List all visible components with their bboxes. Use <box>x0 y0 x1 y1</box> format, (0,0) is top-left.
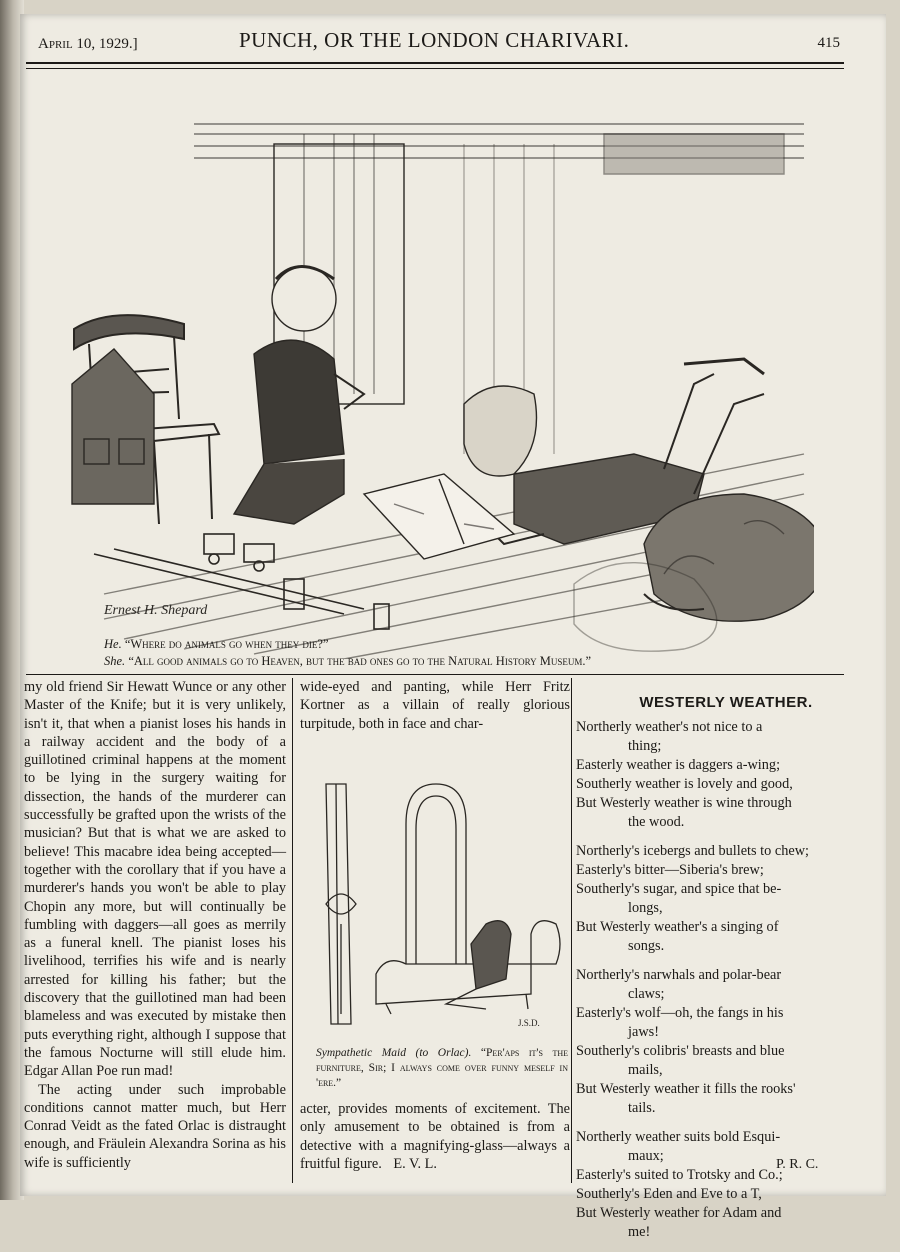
poem-line: But Westerly weather for Adam and <box>576 1205 782 1221</box>
orlac-caption-speaker: Sympathetic Maid (to Orlac). <box>316 1047 472 1059</box>
curtain <box>326 784 351 1024</box>
poem-stanza <box>576 718 846 832</box>
page-number: 415 <box>817 35 840 51</box>
seated-man <box>471 921 511 989</box>
poem-line: Easterly weather is daggers a-wing; <box>576 757 781 773</box>
sleeping-dog <box>644 494 814 621</box>
poem-line: Southerly's Eden and Eve to a T, <box>576 1186 762 1202</box>
boy-figure <box>234 267 364 525</box>
poem-stanza <box>576 966 846 1118</box>
orlac-cartoon <box>306 764 566 1046</box>
children-cartoon <box>44 74 814 659</box>
sofa <box>376 921 560 1004</box>
poem-line: jaws! <box>628 1024 659 1040</box>
poem-line: Southerly weather is lovely and good, <box>576 776 793 792</box>
poem-line: But Westerly weather's a singing of <box>576 919 779 935</box>
review-column-2-bottom <box>300 1100 570 1173</box>
header-rule <box>26 62 844 64</box>
caption-speaker-he: He. <box>104 637 122 651</box>
poem-stanza <box>576 1128 846 1242</box>
caption-he-line: “Where do animals go when they die?” <box>124 637 329 651</box>
poem-line: tails. <box>628 1100 656 1116</box>
poem-line: Easterly's wolf—oh, the fangs in his <box>576 1005 784 1021</box>
poem-line: the wood. <box>628 814 685 830</box>
poem-title: WESTERLY WEATHER. <box>639 694 813 711</box>
caption-speaker-she: She. <box>104 654 126 668</box>
page-header <box>34 22 840 62</box>
poem-line: thing; <box>628 738 662 754</box>
arched-mirror <box>406 784 466 964</box>
review-paragraph: acter, provides moments of excitement. The only amusement to be obtained is from a detective with a magnifying-glass—always a fruitful figure. <box>300 1101 570 1172</box>
column-rule-1 <box>292 678 293 1183</box>
poem-line: But Westerly weather it fills the rooks' <box>576 1081 796 1097</box>
main-caption <box>104 636 864 670</box>
review-paragraph: wide-eyed and panting, while Herr Fritz Kortner as a villain of really glorious turpitude, both in face and char- <box>300 679 570 732</box>
orlac-caption <box>316 1046 568 1091</box>
poem-line: Easterly's suited to Trotsky and Co.; <box>576 1167 783 1183</box>
poem-line: me! <box>628 1224 651 1240</box>
masthead-title: PUNCH, OR THE LONDON CHARIVARI. <box>239 28 630 52</box>
review-paragraph: The acting under such improbable conditions cannot matter much, but Herr Conrad Veidt as the fated Orlac is distraught enough, and Fräulein Alexandra Sorina as his wife is sufficiently <box>24 1081 286 1171</box>
poem-line: Southerly's sugar, and spice that be- <box>576 881 782 897</box>
poem-line: longs, <box>628 900 663 916</box>
issue-date: April 10, 1929.] <box>38 36 138 52</box>
poem-line: songs. <box>628 938 665 954</box>
picture-book <box>364 474 514 559</box>
poem-signature: P. R. C. <box>776 1157 819 1172</box>
review-paragraph: my old friend Sir Hewatt Wunce or any other Master of the Knife; but it is very unlikely, isn't it, that when a pianist loses his hands in a railway accident and the body of a guillotined criminal happens at the moment to be lying in the surgery waiting for dissection, the hands of the murderer can successfully be grafted upon the wrists of the musician? But that is what we are asked to believe! This macabre idea being accepted—together with the corollary that if you have a murderer's hands you won't be able to play Chopin any more, but will continually be fumbling with daggers—all goes as merrily as a funeral knell. The pianist loses his livelihood, terrifies his wife and is nearly arrested for killing his father; but the discovery that the guillotined man had been blameless and was executed by mistake then puts everything right, although I suppose that the famous Nocturne will still elude him. Edgar Allan Poe run mad! <box>24 679 286 1080</box>
poem-line: Northerly weather suits bold Esqui- <box>576 1129 781 1145</box>
artist-signature: Ernest H. Shepard <box>104 603 208 618</box>
poem-line: maux; <box>628 1148 664 1164</box>
review-column-2-top <box>300 678 570 733</box>
caption-she-line: “All good animals go to Heaven, but the bad ones go to the Natural History Museum.” <box>128 654 592 668</box>
magazine-page <box>20 14 886 1240</box>
cartoonist-initials: J.S.D. <box>518 1018 540 1028</box>
dolls-house <box>72 349 154 504</box>
frame-rule-bottom <box>26 674 844 675</box>
frame-rule-top <box>26 68 844 69</box>
orlac-caption-text: “Per'aps it's the furniture, Sir; I always come over funny meself in 'ere.” <box>316 1047 569 1089</box>
poem-line: Northerly's icebergs and bullets to chew; <box>576 843 809 859</box>
poem-line: Southerly's colibris' breasts and blue <box>576 1043 785 1059</box>
poem-line: But Westerly weather is wine through <box>576 795 792 811</box>
poem-line: claws; <box>628 986 665 1002</box>
column-rule-2 <box>571 678 572 1183</box>
review-signature: E. V. L. <box>393 1155 437 1172</box>
poem-stanza <box>576 842 846 956</box>
poem-line: mails, <box>628 1062 663 1078</box>
poem-line: Easterly's bitter—Siberia's brew; <box>576 862 764 878</box>
review-column-1 <box>24 678 286 1172</box>
poem-line: Northerly weather's not nice to a <box>576 719 763 735</box>
poem-line: Northerly's narwhals and polar-bear <box>576 967 782 983</box>
